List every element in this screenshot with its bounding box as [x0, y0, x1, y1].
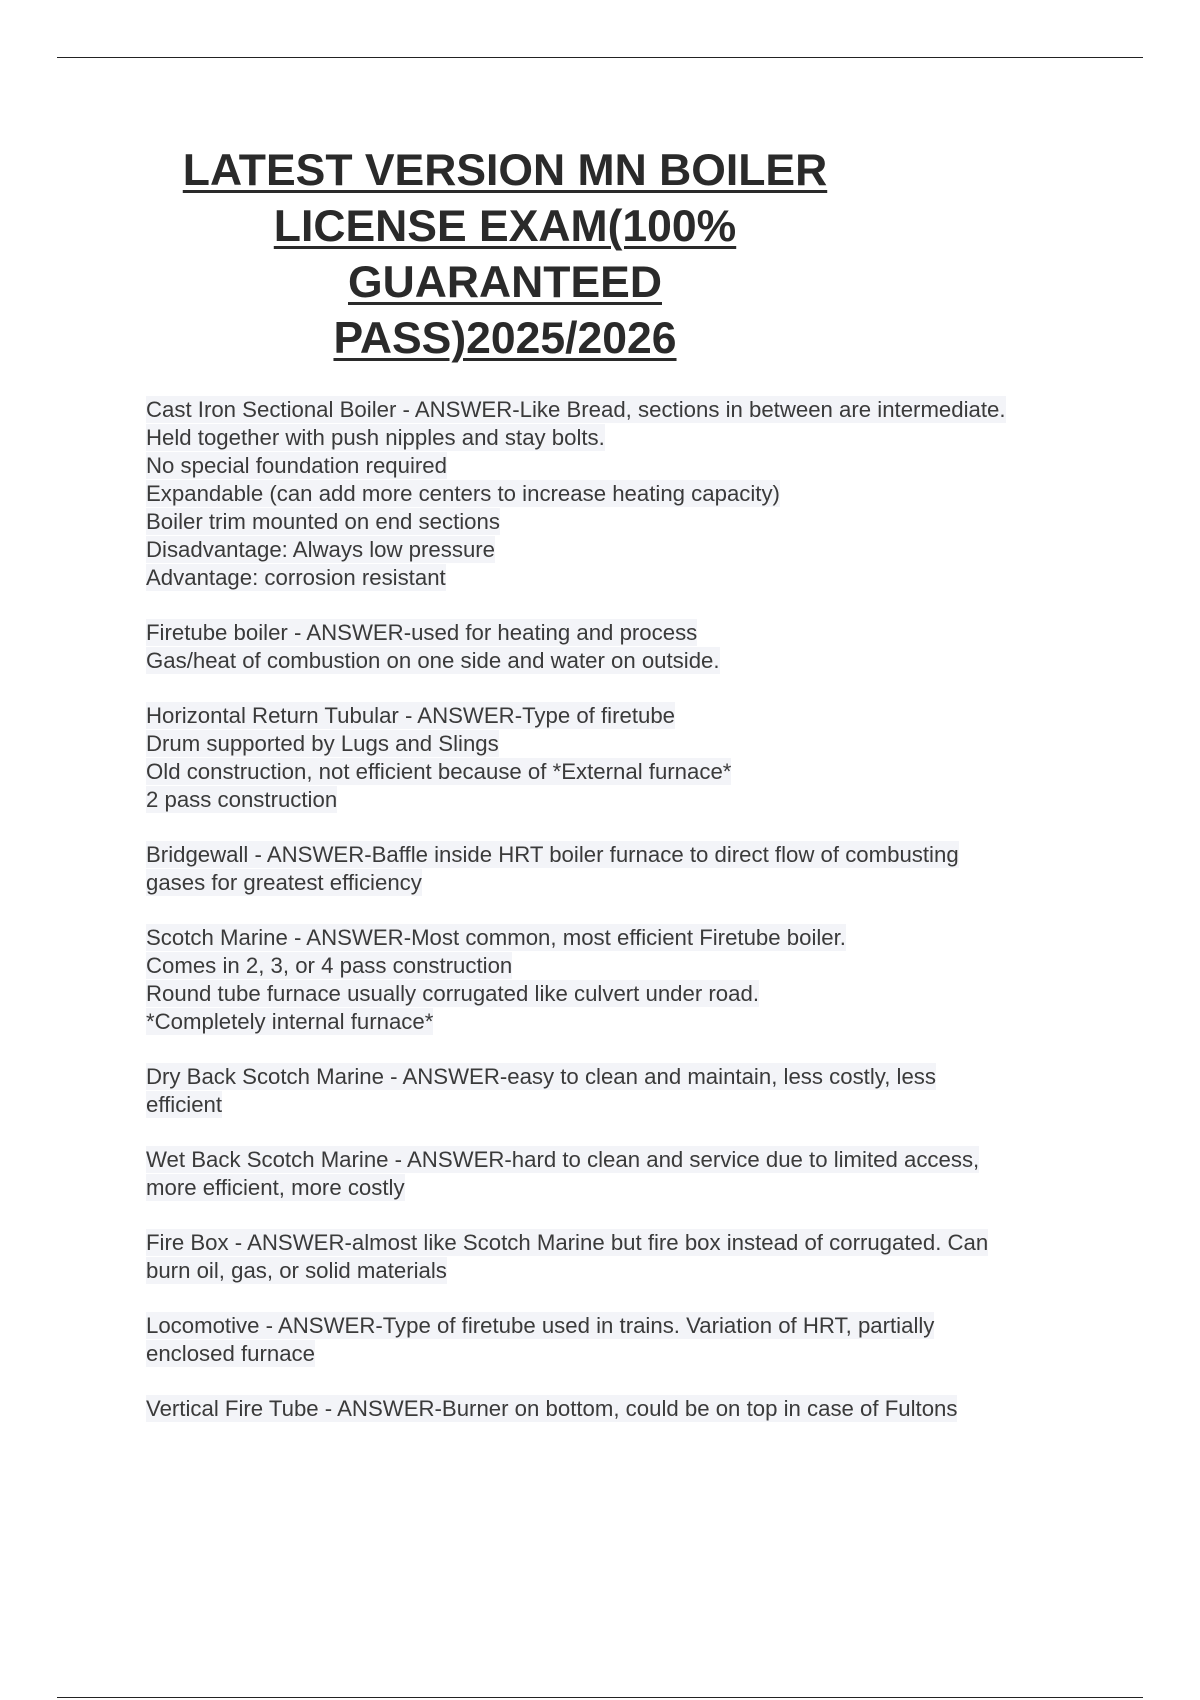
entry-line-text: efficient: [146, 1092, 223, 1117]
entry-line-text: enclosed furnace: [146, 1341, 315, 1366]
title-line: LATEST VERSION MN BOILER: [182, 146, 828, 195]
entry-line: [146, 1008, 1106, 1036]
entry-line-text: Fire Box - ANSWER-almost like Scotch Marine but fire box instead of corrugated. Can: [146, 1230, 989, 1255]
entry-line: [146, 758, 1106, 786]
entry-line: [146, 564, 1106, 592]
entry-line-text: Boiler trim mounted on end sections: [146, 509, 500, 534]
entry-line-text: more efficient, more costly: [146, 1175, 405, 1200]
entry-line: [146, 841, 1106, 869]
qa-entry: [146, 841, 1106, 897]
entry-line: [146, 1395, 1106, 1423]
entry-line: [146, 424, 1106, 452]
entry-line: [146, 452, 1106, 480]
entry-line: [146, 536, 1106, 564]
entry-line: [146, 980, 1106, 1008]
entry-line-text: Disadvantage: Always low pressure: [146, 537, 496, 562]
qa-entry: [146, 1146, 1106, 1202]
entry-line: [146, 1257, 1106, 1285]
document-title: [130, 143, 880, 367]
qa-entry: [146, 619, 1106, 675]
entry-line-text: Round tube furnace usually corrugated like culvert under road.: [146, 981, 759, 1006]
entry-line-text: gases for greatest efficiency: [146, 870, 422, 895]
entry-line: [146, 869, 1106, 897]
entry-line-text: Old construction, not efficient because of *External furnace*: [146, 759, 732, 784]
entry-line-text: Comes in 2, 3, or 4 pass construction: [146, 953, 513, 978]
entry-line: [146, 786, 1106, 814]
entry-line-text: *Completely internal furnace*: [146, 1009, 434, 1034]
qa-entry: [146, 1229, 1106, 1285]
entry-line: [146, 952, 1106, 980]
qa-entry: [146, 924, 1106, 1036]
entry-line: [146, 1146, 1106, 1174]
entry-line: [146, 619, 1106, 647]
top-rule: [57, 57, 1143, 58]
entry-line: [146, 730, 1106, 758]
qa-entry: [146, 1063, 1106, 1119]
entry-line-text: Wet Back Scotch Marine - ANSWER-hard to clean and service due to limited access,: [146, 1147, 980, 1172]
entry-line: [146, 1174, 1106, 1202]
entry-line-text: Expandable (can add more centers to increase heating capacity): [146, 481, 780, 506]
entry-line: [146, 1229, 1106, 1257]
entry-line-text: Held together with push nipples and stay bolts.: [146, 425, 605, 450]
entry-line-text: Firetube boiler - ANSWER-used for heating and process: [146, 620, 698, 645]
qa-entry: [146, 1395, 1106, 1423]
entry-line-text: Dry Back Scotch Marine - ANSWER-easy to clean and maintain, less costly, less: [146, 1064, 936, 1089]
entry-line-text: Advantage: corrosion resistant: [146, 565, 446, 590]
qa-entry: [146, 702, 1106, 814]
qa-entry: [146, 1312, 1106, 1368]
entry-line: [146, 924, 1106, 952]
entry-line-text: Vertical Fire Tube - ANSWER-Burner on bottom, could be on top in case of Fultons: [146, 1396, 958, 1421]
entry-line-text: 2 pass construction: [146, 787, 338, 812]
entry-line: [146, 1091, 1106, 1119]
entry-line: [146, 1340, 1106, 1368]
entry-line: [146, 508, 1106, 536]
entry-line: [146, 1312, 1106, 1340]
entry-line-text: Gas/heat of combustion on one side and water on outside.: [146, 648, 720, 673]
entry-line-text: Scotch Marine - ANSWER-Most common, most efficient Firetube boiler.: [146, 925, 846, 950]
entry-line-text: No special foundation required: [146, 453, 447, 478]
entry-line: [146, 647, 1106, 675]
entry-line: [146, 702, 1106, 730]
entry-line: [146, 396, 1106, 424]
title-line: LICENSE EXAM(100%: [273, 202, 737, 251]
entry-line-text: Horizontal Return Tubular - ANSWER-Type of firetube: [146, 703, 676, 728]
entry-line-text: Cast Iron Sectional Boiler - ANSWER-Like Bread, sections in between are intermediate.: [146, 397, 1006, 422]
entry-line-text: Bridgewall - ANSWER-Baffle inside HRT boiler furnace to direct flow of combusting: [146, 842, 959, 867]
title-line: GUARANTEED: [348, 258, 662, 307]
entry-line-text: Drum supported by Lugs and Slings: [146, 731, 499, 756]
bottom-rule: [57, 1697, 1143, 1698]
title-line: PASS)2025/2026: [333, 314, 677, 363]
entry-line: [146, 1063, 1106, 1091]
entry-line: [146, 480, 1106, 508]
entry-line-text: Locomotive - ANSWER-Type of firetube used in trains. Variation of HRT, partially: [146, 1313, 935, 1338]
qa-entry: [146, 396, 1106, 592]
entry-line-text: burn oil, gas, or solid materials: [146, 1258, 447, 1283]
qa-entries: [146, 396, 1106, 1450]
